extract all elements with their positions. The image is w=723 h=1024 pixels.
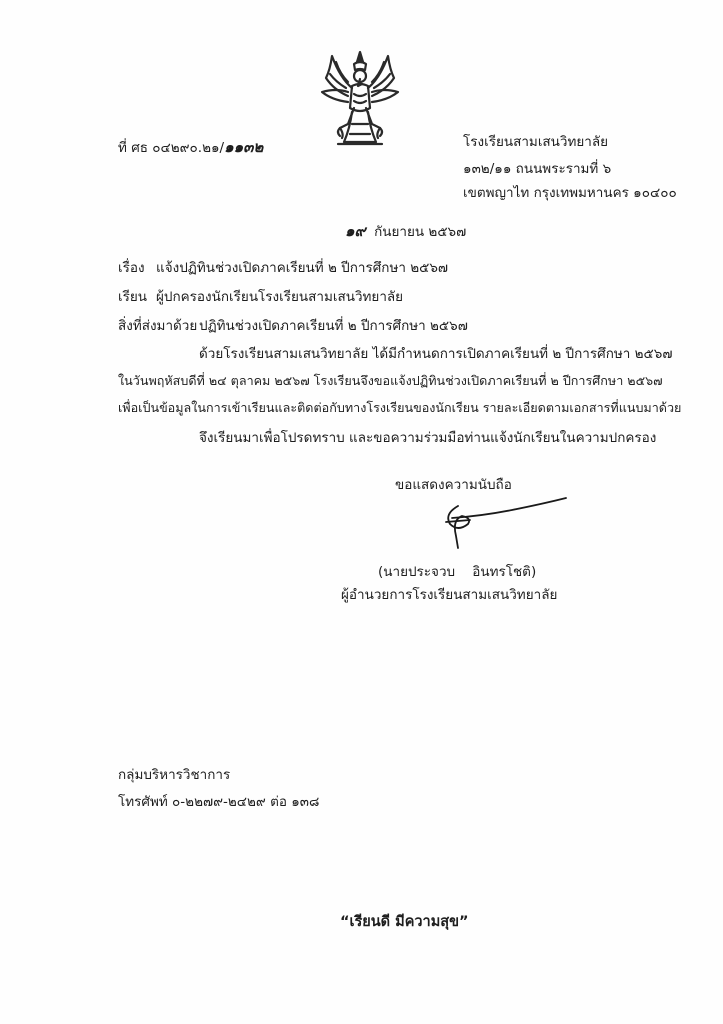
signature-icon (432, 492, 572, 552)
enclosure-label: สิ่งที่ส่งมาด้วย (118, 318, 198, 334)
sender-name: โรงเรียนสามเสนวิทยาลัย (463, 134, 609, 150)
subject-text: แจ้งปฏิทินช่วงเปิดภาคเรียนที่ ๒ ปีการศึกษา ๒๕๖๗ (156, 260, 449, 276)
letter-ref (118, 138, 263, 157)
body-closing-paragraph: จึงเรียนมาเพื่อโปรดทราบ และขอความร่วมมือท่านแจ้งนักเรียนในความปกครอง (199, 430, 657, 446)
subject-label: เรื่อง (118, 260, 145, 276)
garuda-emblem-icon (318, 48, 402, 148)
body-line-2: ในวันพฤหัสบดีที่ ๒๔ ตุลาคม ๒๕๖๗ โรงเรียนจึงขอแจ้งปฏิทินช่วงเปิดภาคเรียนที่ ๒ ปีการศึกษา ๒๕๖๗ (118, 373, 663, 388)
recipient-text: ผู้ปกครองนักเรียนโรงเรียนสามเสนวิทยาลัย (156, 289, 404, 305)
body-line-3: เพื่อเป็นข้อมูลในการเข้าเรียนและติดต่อกับทางโรงเรียนของนักเรียน รายละเอียดตามเอกสารที่แนบมาด้วย (118, 400, 682, 415)
letter-ref-number: ๑๑๓๒ (224, 138, 264, 156)
signer-title: ผู้อำนวยการโรงเรียนสามเสนวิทยาลัย (341, 587, 558, 603)
school-slogan: “เรียนดี มีความสุข” (340, 914, 469, 930)
letter-date (345, 222, 466, 241)
date-day: ๑๙ (345, 222, 366, 240)
contact-department: กลุ่มบริหารวิชาการ (118, 767, 231, 783)
recipient-label: เรียน (118, 289, 148, 305)
closing-salutation: ขอแสดงความนับถือ (395, 477, 512, 493)
enclosure-text: ปฏิทินช่วงเปิดภาคเรียนที่ ๒ ปีการศึกษา ๒๕๖๗ (199, 318, 468, 334)
letter-ref-prefix: ที่ ศธ ๐๔๒๙๐.๒๑/ (118, 140, 225, 156)
sender-address-line2: เขตพญาไท กรุงเทพมหานคร ๑๐๔๐๐ (463, 185, 677, 201)
body-line-1: ด้วยโรงเรียนสามเสนวิทยาลัย ได้มีกำหนดการเปิดภาคเรียนที่ ๒ ปีการศึกษา ๒๕๖๗ (199, 346, 673, 362)
sender-address-line1: ๑๓๒/๑๑ ถนนพระรามที่ ๖ (463, 161, 612, 177)
contact-phone: โทรศัพท์ ๐-๒๒๗๙-๒๔๒๙ ต่อ ๑๓๘ (118, 794, 320, 810)
signer-name: (นายประจวบ อินทรโชติ) (378, 564, 537, 580)
date-month-year: กันยายน ๒๕๖๗ (374, 224, 467, 240)
